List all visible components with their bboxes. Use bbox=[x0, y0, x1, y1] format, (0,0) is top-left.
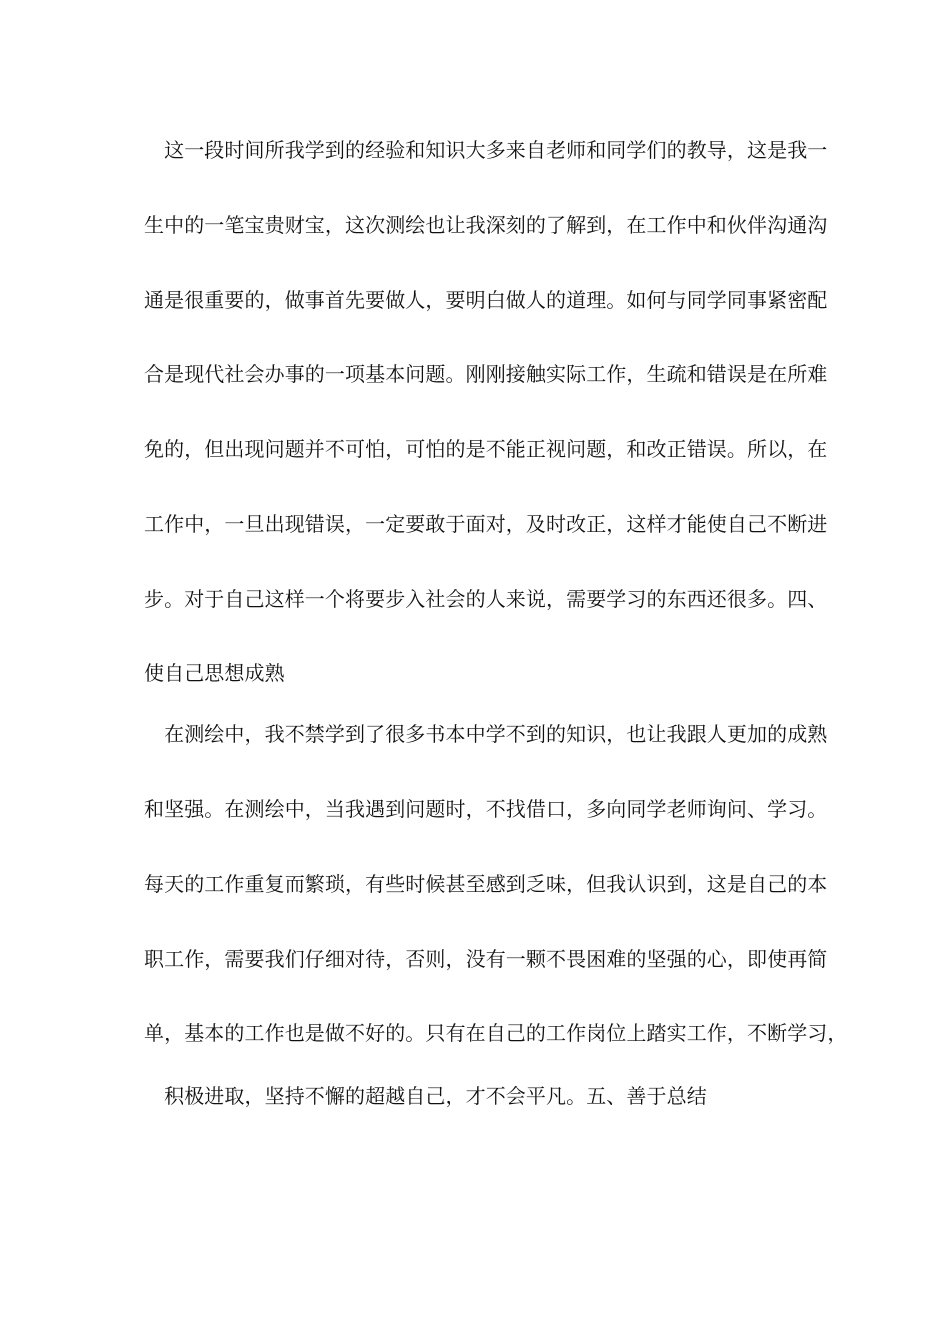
text-line: 免的，但出现问题并不可怕，可怕的是不能正视问题，和改正错误。所以，在 bbox=[144, 437, 828, 461]
text-line: 合是现代社会办事的一项基本问题。刚刚接触实际工作，生疏和错误是在所难 bbox=[144, 362, 828, 386]
text-line: 使自己思想成熟 bbox=[144, 661, 285, 685]
text-line: 在测绘中，我不禁学到了很多书本中学不到的知识，也让我跟人更加的成熟 bbox=[144, 722, 828, 746]
text-line: 和坚强。在测绘中，当我遇到问题时，不找借口，多向同学老师询问、学习。 bbox=[144, 797, 828, 821]
text-line: 这一段时间所我学到的经验和知识大多来自老师和同学们的教导，这是我一 bbox=[144, 138, 828, 162]
text-line: 步。对于自己这样一个将要步入社会的人来说，需要学习的东西还很多。四、 bbox=[144, 587, 828, 611]
text-line: 职工作，需要我们仔细对待，否则，没有一颗不畏困难的坚强的心，即使再简 bbox=[144, 947, 828, 971]
text-line: 单，基本的工作也是做不好的。只有在自己的工作岗位上踏实工作，不断学习， bbox=[144, 1021, 848, 1045]
text-line: 通是很重要的，做事首先要做人，要明白做人的道理。如何与同学同事紧密配 bbox=[144, 288, 828, 312]
text-line: 工作中，一旦出现错误，一定要敢于面对，及时改正，这样才能使自己不断进 bbox=[144, 512, 828, 536]
text-line: 生中的一笔宝贵财宝，这次测绘也让我深刻的了解到，在工作中和伙伴沟通沟 bbox=[144, 213, 828, 237]
text-line: 积极进取，坚持不懈的超越自己，才不会平凡。五、善于总结 bbox=[144, 1084, 707, 1108]
text-line: 每天的工作重复而繁琐，有些时候甚至感到乏味，但我认识到，这是自己的本 bbox=[144, 872, 828, 896]
